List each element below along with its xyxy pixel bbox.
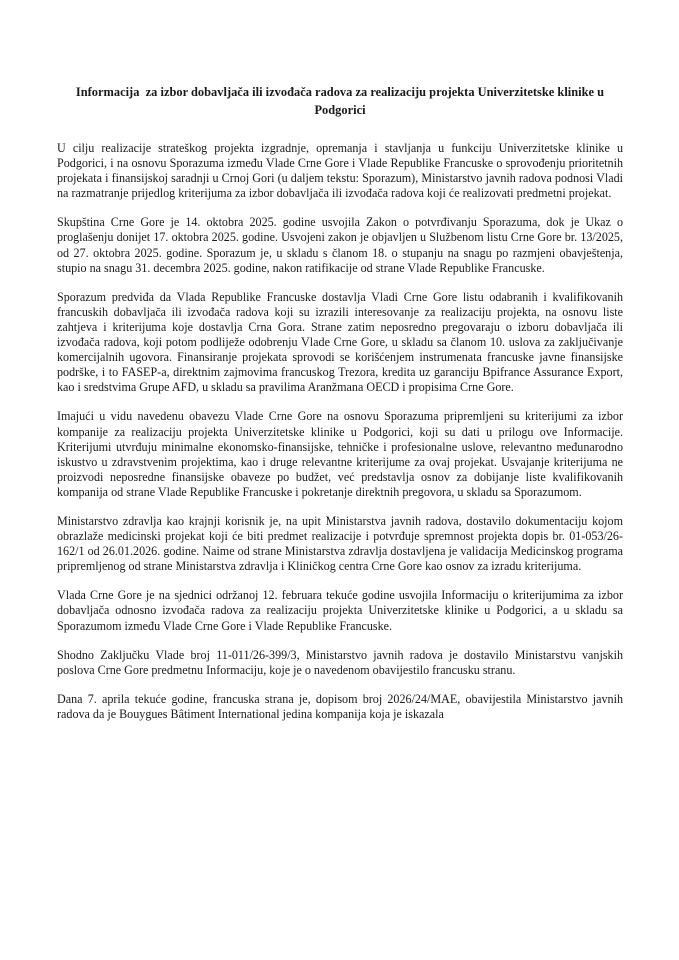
title-body-spacer (57, 119, 623, 141)
paragraph-zakljucak-vlade: Shodno Zaključku Vlade broj 11-011/26-399/3, Ministarstvo javnih radova je dostavilo Ministarstvu vanjskih poslova Crne Gore predmetnu Informaciju, koje je o navedenom obavijestilo francusku stranu. (57, 647, 623, 677)
paragraph-kriterijumi: Imajući u vidu navedenu obavezu Vlade Crne Gore na osnovu Sporazuma pripremljeni su kriterijumi za izbor kompanije za realizaciju projekta Univerzitetske klinike u Podgorici, koji su dati u prilogu ove Informacije. Kriterijumi utvrđuju minimalne ekonomsko-finansijske, tehničke i profesionalne uslove, relevantno međunarodno iskustvo u zdravstvenim projektima, kao i druge relevantne kriterijume za ovaj projekat. Usvajanje kriterijuma ne proizvodi neposredne finansijske obaveze po budžet, već predstavlja osnov za dobijanje liste kvalifikovanih kompanija od strane Vlade Republike Francuske i pokretanje direktnih pregovora, u skladu sa Sporazumom. (57, 409, 623, 499)
paragraph-sporazum-predvidja: Sporazum predviđa da Vlada Republike Francuske dostavlja Vladi Crne Gore listu odabranih i kvalifikovanih francuskih dobavljača ili izvođača radova koji su izrazili interesovanje za realizaciju projekta, na osnovu liste zahtjeva i kriterijuma koje dostavlja Crna Gora. Strane zatim neposredno pregovaraju o izboru dobavljača ili izvođača radova, koji potom podliježe odobrenju Vlade Crne Gore, u skladu sa članom 10. uslova za zaključivanje komercijalnih ugovora. Finansiranje projekata sprovodi se korišćenjem instrumenata francuske javne finansijske podrške, i to FASEP-a, direktnim zajmovima francuskog Trezora, kredita uz garanciju Bpifrance Assurance Export, kao i sredstvima Grupe AFD, u skladu sa pravilima Aranžmana OECD i propisima Crne Gore. (57, 289, 623, 395)
page-title: Informacija za izbor dobavljača ili izvođača radova za realizaciju projekta Univerzitetske klinike u Podgorici (75, 85, 608, 117)
paragraph-francuska-strana-dopis: Dana 7. aprila tekuće godine, francuska strana je, dopisom broj 2026/24/MAE, obavijestila Ministarstvo javnih radova da je Bouygues Bâtiment International jedina kompanija koja je iskazala (57, 691, 623, 721)
paragraph-ministarstvo-zdravlja: Ministarstvo zdravlja kao krajnji korisnik je, na upit Ministarstva javnih radova, dostavilo dokumentaciju kojom obrazlaže medicinski projekat koji će biti predmet realizacije i potvrđuje spremnost projekta dopis br. 01-053/26-162/1 od 26.01.2026. godine. Naime od strane Ministarstva zdravlja dostavljena je validacija Medicinskog programa pripremljenog od strane Ministarstva zdravlja i Kliničkog centra Crne Gore kao osnov za izradu kriterijuma. (57, 513, 623, 574)
paragraph-vlada-sjednica: Vlada Crne Gore je na sjednici održanoj 12. februara tekuće godine usvojila Informaciju o kriterijumima za izbor dobavljača odnosno izvođača radova za realizaciju projekta Univerzitetske klinike u Podgorici, a u skladu sa Sporazumom između Vlade Crne Gore i Vlade Republike Francuske. (57, 588, 623, 633)
paragraph-skupstina-ratifikacija: Skupština Crne Gore je 14. oktobra 2025. godine usvojila Zakon o potvrđivanju Sporazuma, dok je Ukaz o proglašenju donijet 17. oktobra 2025. godine. Usvojeni zakon je objavljen u Službenom listu Crne Gore br. 13/2025, od 27. oktobra 2025. godine. Sporazum je, u skladu s članom 18. o stupanju na snagu po razmjeni obavještenja, stupio na snagu 31. decembra 2025. godine, nakon ratifikacije od strane Vlade Republike Francuske. (57, 215, 623, 275)
document-content (57, 84, 623, 722)
paragraph-intro: U cilju realizacije strateškog projekta izgradnje, opremanja i stavljanja u funkciju Univerzitetske klinike u Podgorici, i na osnovu Sporazuma između Vlade Crne Gore i Vlade Republike Francuske o sprovođenju prioritetnih projekata i finansijskoj saradnji u Crnoj Gori (u daljem tekstu: Sporazum), Ministarstvo javnih radova podnosi Vladi na razmatranje prijedlog kriterijuma za izbor dobavljača ili izvođača radova koji će realizovati predmetni projekat. (57, 141, 623, 201)
